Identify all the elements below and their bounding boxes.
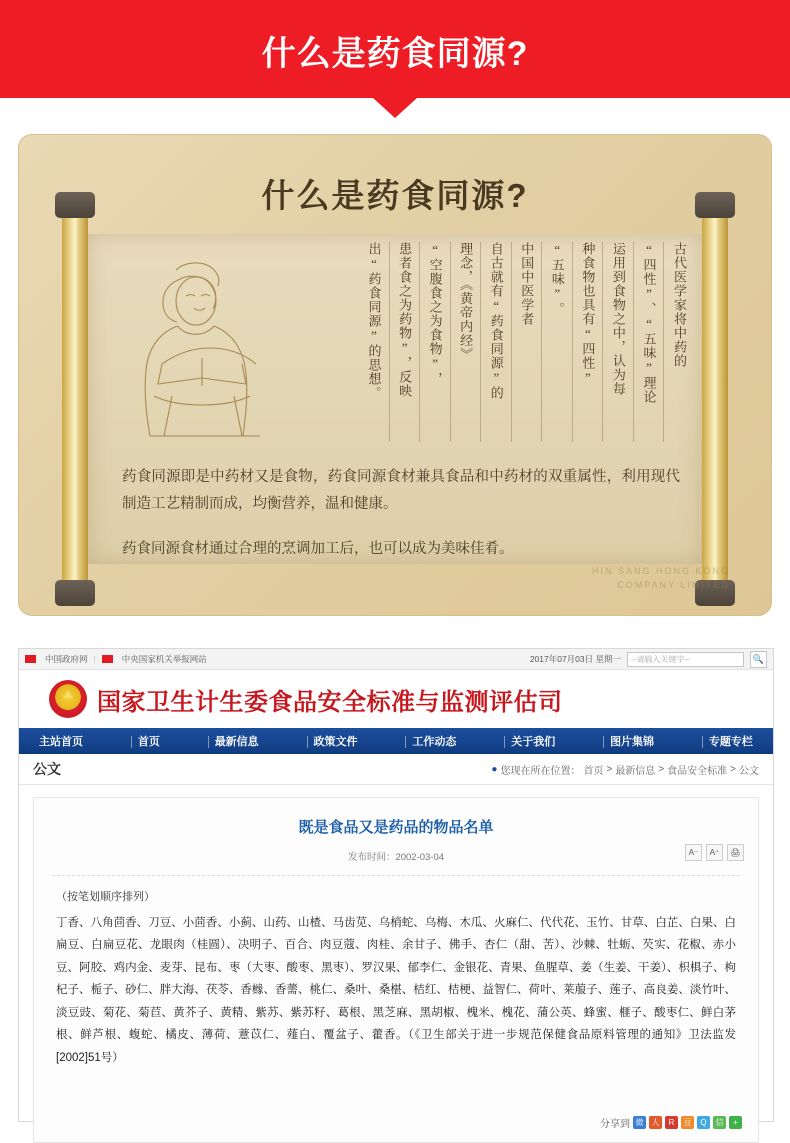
scroll-illustration	[18, 134, 772, 616]
classical-column: “五味”。	[541, 242, 572, 442]
breadcrumb-sep-3: >	[730, 763, 736, 775]
banner-arrow-icon	[373, 98, 417, 118]
nav-item-0[interactable]: 主站首页	[39, 736, 83, 748]
gov-topbar-link-2[interactable]: 中央国家机关举报网站	[121, 654, 207, 664]
share-label: 分享到	[600, 1119, 630, 1130]
share-icon-qq[interactable]: Q	[697, 1116, 710, 1129]
government-website-screenshot	[18, 648, 774, 1130]
sage-illustration-icon	[116, 246, 296, 446]
scroll-roller-right	[702, 214, 728, 584]
classical-column: “空腹食之为食物”，	[419, 242, 450, 442]
document-tools	[685, 844, 744, 861]
breadcrumb-bar	[19, 754, 773, 785]
location-pin-icon: ●	[491, 763, 498, 775]
classical-column: 出“药食同源”的思想。	[366, 242, 382, 400]
classical-column: 古代医学家将中药的	[663, 242, 694, 442]
nav-item-2[interactable]: 最新信息	[209, 733, 265, 749]
gov-header	[19, 670, 773, 728]
document-panel	[33, 797, 759, 1143]
gov-topbar	[19, 649, 773, 670]
share-icon-renren[interactable]: 人	[649, 1116, 662, 1129]
document-body-text: 丁香、八角茴香、刀豆、小茴香、小蓟、山药、山楂、马齿苋、乌梢蛇、乌梅、木瓜、火麻仁、代代花、玉竹、甘草、白芷、白果、白扁豆、白扁豆花、龙眼肉（桂圆）、决明子、百合、肉豆蔻、肉桂、余甘子、佛手、杏仁（甜、苦）、沙棘、牡蛎、芡实、花椒、赤小豆、阿胶、鸡内金、麦芽、昆布、枣（大枣、酸枣、黑枣）、罗汉果、郁李仁、金银花、青果、鱼腥草、姜（生姜、干姜）、枳椇子、枸杞子、栀子、砂仁、胖大海、茯苓、香橼、香薷、桃仁、桑叶、桑椹、桔红、桔梗、益智仁、荷叶、莱菔子、莲子、高良姜、淡竹叶、淡豆豉、菊花、菊苣、黄芥子、黄精、紫苏、紫苏籽、葛根、黑芝麻、黑胡椒、槐米、槐花、蒲公英、蜂蜜、榧子、酸枣仁、鲜白茅根、鲜芦根、蝮蛇、橘皮、薄荷、薏苡仁、薤白、覆盆子、藿香。（《卫生部关于进一步规范保健食品原料管理的通知》卫法监发[2002]51号）	[56, 917, 736, 1064]
share-icon-weibo[interactable]: 微	[633, 1116, 646, 1129]
nav-item-6[interactable]: 图片集锦	[604, 733, 660, 749]
topbar-divider: |	[93, 654, 96, 664]
classical-column: 自古就有“药食同源”的	[480, 242, 511, 442]
share-bar	[600, 1115, 742, 1130]
national-emblem-icon	[49, 680, 87, 718]
classical-column: “四性”、“五味”理论	[633, 242, 664, 442]
breadcrumb	[491, 762, 759, 777]
search-icon[interactable]: 🔍	[750, 651, 767, 668]
share-icon-more[interactable]: +	[729, 1116, 742, 1129]
scroll-paragraph-2: 药食同源食材通过合理的烹调加工后，也可以成为美味佳肴。	[122, 541, 514, 557]
scroll-paragraph-1: 药食同源即是中药材又是食物，药食同源食材兼具食品和中药材的双重属性，利用现代制造工艺精制而成，均衡营养，温和健康。	[122, 469, 680, 512]
scroll-title: 什么是药食同源?	[261, 177, 529, 214]
classical-column: 患者食之为药物”，反映	[389, 242, 420, 442]
roller-cap-top-left	[55, 192, 95, 218]
gov-topbar-link-1[interactable]: 中国政府网	[45, 654, 88, 664]
classical-column: 种食物也具有“四性”	[572, 242, 603, 442]
classical-text-columns	[359, 242, 694, 452]
watermark	[592, 565, 730, 592]
section-title: 公文	[33, 761, 61, 777]
gov-topbar-right	[530, 651, 767, 668]
classical-column: 理念，《黄帝内经》	[450, 242, 481, 442]
gov-topbar-date: 2017年07月03日 星期一	[529, 654, 621, 664]
font-decrease-button[interactable]: A⁻	[685, 844, 702, 861]
watermark-line-1: HIN SANG HONG KONG	[591, 566, 730, 576]
font-increase-button[interactable]: A⁺	[706, 844, 723, 861]
flag-icon-2	[102, 655, 113, 663]
breadcrumb-item-2[interactable]: 食品安全标准	[667, 765, 728, 777]
share-icon-wechat[interactable]: 信	[713, 1116, 726, 1129]
breadcrumb-item-0[interactable]: 首页	[583, 765, 604, 777]
breadcrumb-item-1[interactable]: 最新信息	[615, 765, 656, 777]
banner-title: 什么是药食同源?	[261, 35, 529, 73]
flag-icon	[25, 655, 36, 663]
gov-main-nav	[19, 728, 773, 754]
roller-cap-top-right	[695, 192, 735, 218]
nav-item-4[interactable]: 工作动态	[406, 733, 462, 749]
document-divider	[52, 875, 740, 876]
document-subtitle: （按笔划顺序排列）	[56, 891, 155, 903]
breadcrumb-sep-2: >	[658, 763, 665, 775]
share-icon-douban[interactable]: 豆	[681, 1116, 694, 1129]
nav-item-5[interactable]: 关于我们	[505, 733, 561, 749]
document-publish-date: 发布时间：2002-03-04	[347, 852, 445, 863]
roller-cap-bottom-left	[55, 580, 95, 606]
print-icon[interactable]: 🖨	[727, 844, 744, 861]
classical-column: 中国中医学者	[511, 242, 542, 442]
nav-item-7[interactable]: 专题专栏	[703, 733, 759, 749]
watermark-line-2: COMPANY LIMITED	[617, 579, 730, 590]
nav-item-3[interactable]: 政策文件	[308, 733, 364, 749]
share-icon-rss[interactable]: R	[665, 1116, 678, 1129]
search-input[interactable]: --请输入关键字--	[627, 652, 744, 667]
document-title: 既是食品又是药品的物品名单	[298, 819, 494, 836]
hero-banner	[0, 0, 790, 98]
breadcrumb-prefix: 您现在所在位置：	[500, 765, 581, 777]
classical-column: 运用到食物之中，认为每	[602, 242, 633, 442]
gov-site-title: 国家卫生计生委食品安全标准与监测评估司	[97, 689, 563, 716]
nav-item-1[interactable]: 首页	[132, 733, 166, 749]
breadcrumb-item-3: 公文	[739, 765, 759, 777]
breadcrumb-sep: >	[606, 763, 613, 775]
scroll-roller-left	[62, 214, 88, 584]
